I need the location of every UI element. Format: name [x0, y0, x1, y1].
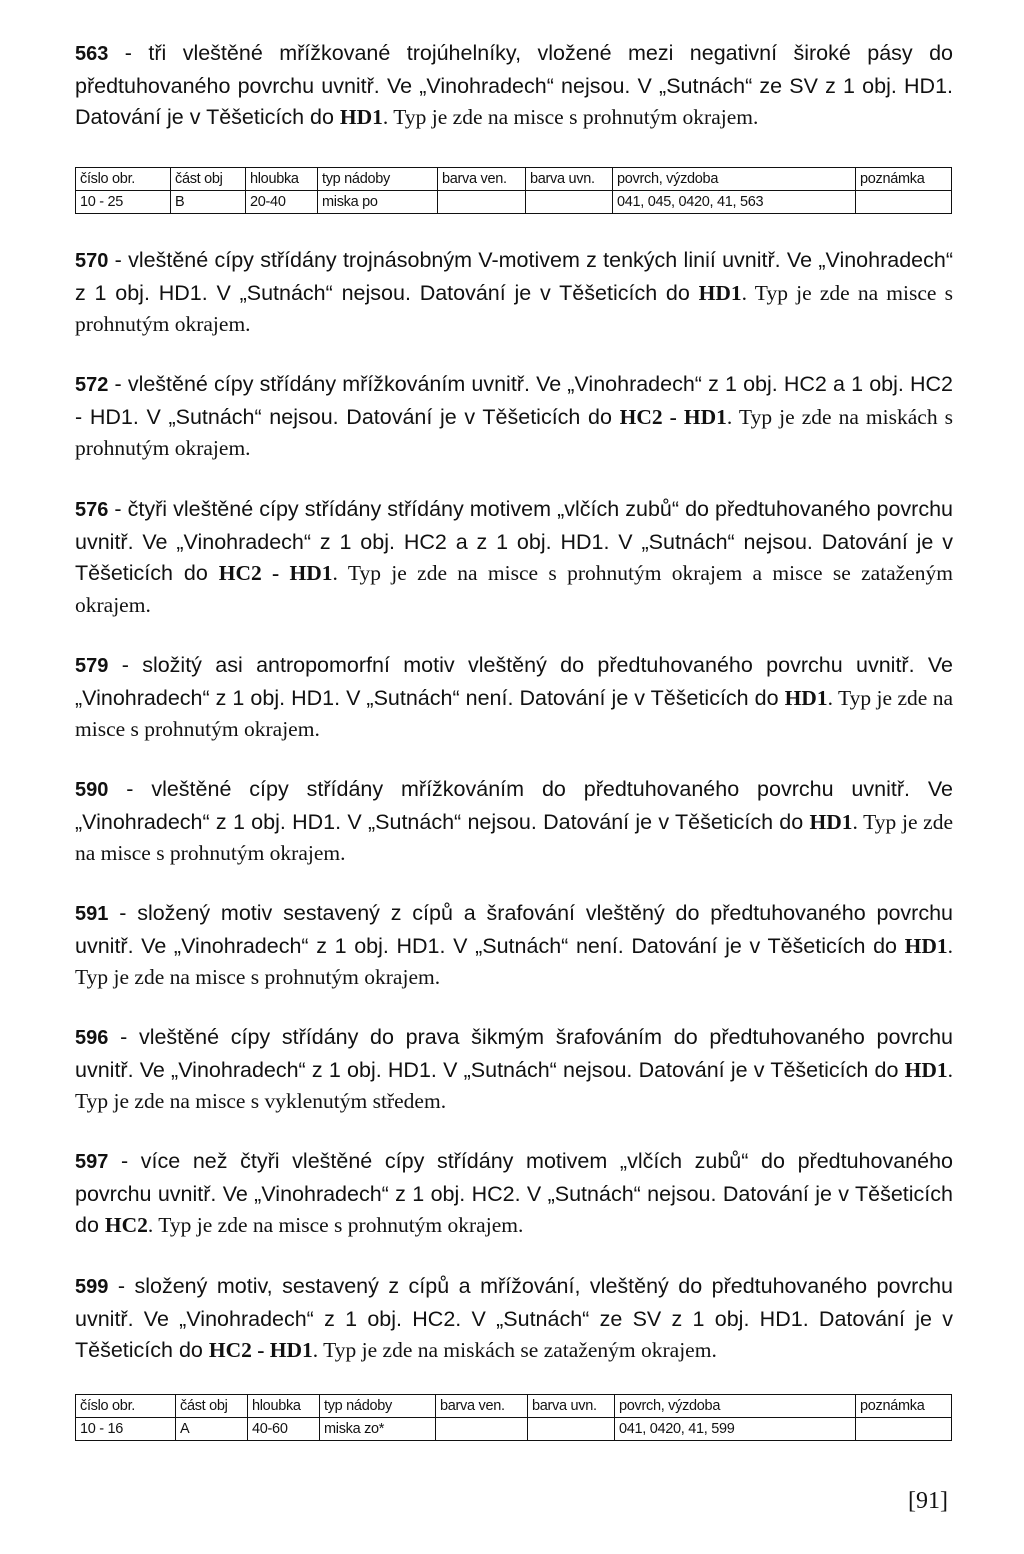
header-cell: povrch, výzdoba: [615, 1395, 856, 1418]
table-cell: [436, 1418, 528, 1441]
table-cell: [856, 191, 952, 214]
entry-number: 563: [75, 43, 109, 65]
header-cell: povrch, výzdoba: [613, 168, 856, 191]
header-cell: poznámka: [856, 168, 952, 191]
entry-570: 570 - vleštěné cípy střídány trojnásobným V-motivem z tenkých linií uvnitř. Ve „Vinohradech“ z 1 obj. HD1. V „Sutnách“ nejsou. Datování je v Těšeticích do HD1. Typ je zde na misce s prohnutým okrajem.: [75, 248, 954, 336]
entry-number: 579: [75, 655, 109, 677]
header-cell: část obj: [176, 1395, 248, 1418]
header-cell: číslo obr.: [76, 1395, 176, 1418]
entry-590: 590 - vleštěné cípy střídány mřížkováním do předtuhovaného povrchu uvnitř. Ve „Vinohradech“ z 1 obj. HD1. V „Sutnách“ nejsou. Datování je v Těšeticích do HD1. Typ je zde na misce s prohnutým okrajem.: [75, 777, 953, 865]
catalog-table-2: [75, 1394, 952, 1441]
table-cell: [526, 191, 613, 214]
entry-597: 597 - více než čtyři vleštěné cípy střídány motivem „vlčích zubů“ do předtuhovaného povrchu uvnitř. Ve „Vinohradech“ z 1 obj. HC2. V „Sutnách“ nejsou. Datování je v Těšeticích do HC2. Typ je zde na misce s prohnutým okrajem.: [75, 1149, 954, 1237]
entry-number: 572: [75, 374, 109, 396]
table-row: [76, 1418, 952, 1441]
entry-number: 599: [75, 1276, 109, 1298]
page-number: [91]: [908, 1488, 948, 1514]
table-cell: 041, 045, 0420, 41, 563: [613, 191, 856, 214]
entry-number: 597: [75, 1151, 109, 1173]
table-cell: [438, 191, 526, 214]
header-cell: barva uvn.: [528, 1395, 615, 1418]
entry-number: 576: [75, 499, 109, 521]
table-cell: 40-60: [248, 1418, 320, 1441]
table-cell: 10 - 16: [76, 1418, 176, 1441]
entry-number: 596: [75, 1027, 109, 1049]
table-cell: miska zo*: [320, 1418, 436, 1441]
entry-number: 591: [75, 903, 109, 925]
entry-number: 590: [75, 779, 109, 801]
header-cell: barva ven.: [436, 1395, 528, 1418]
header-cell: barva uvn.: [526, 168, 613, 191]
header-cell: poznámka: [856, 1395, 952, 1418]
table-cell: miska po: [318, 191, 438, 214]
entry-596: 596 - vleštěné cípy střídány do prava šikmým šrafováním do předtuhovaného povrchu uvnitř. Ve „Vinohradech“ z 1 obj. HD1. V „Sutnách“ nejsou. Datování je v Těšeticích do HD1. Typ je zde na misce s vyklenutým středem.: [75, 1025, 954, 1113]
table-cell: B: [171, 191, 246, 214]
header-cell: typ nádoby: [318, 168, 438, 191]
table-cell: 041, 0420, 41, 599: [615, 1418, 856, 1441]
entry-591: 591 - složený motiv sestavený z cípů a šrafování vleštěný do předtuhovaného povrchu uvnitř. Ve „Vinohradech“ z 1 obj. HD1. V „Sutnách“ není. Datování je v Těšeticích do HD1. Typ je zde na misce s prohnutým okrajem.: [75, 901, 953, 989]
table-cell: [856, 1418, 952, 1441]
header-cell: typ nádoby: [320, 1395, 436, 1418]
table-header-row: [76, 168, 952, 191]
table-row: [76, 191, 952, 214]
table-cell: 20-40: [246, 191, 318, 214]
entry-576: 576 - čtyři vleštěné cípy střídány střídány motivem „vlčích zubů“ do předtuhovaného povrchu uvnitř. Ve „Vinohradech“ z 1 obj. HC2 a z 1 obj. HD1. V „Sutnách“ nejsou. Datování je v Těšeticích do HC2 - HD1. Typ je zde na misce s prohnutým okrajem a misce se zataženým okrajem.: [75, 497, 953, 617]
catalog-table-1: [75, 167, 952, 214]
entry-579: 579 - složitý asi antropomorfní motiv vleštěný do předtuhovaného povrchu uvnitř. Ve „Vinohradech“ z 1 obj. HD1. V „Sutnách“ není. Datování je v Těšeticích do HD1. Typ je zde na misce s prohnutým okrajem.: [75, 653, 953, 741]
table-cell: 10 - 25: [76, 191, 171, 214]
header-cell: hloubka: [246, 168, 318, 191]
header-cell: hloubka: [248, 1395, 320, 1418]
header-cell: část obj: [171, 168, 246, 191]
entry-599: 599 - složený motiv, sestavený z cípů a mřížování, vleštěný do předtuhovaného povrchu uvnitř. Ve „Vinohradech“ z 1 obj. HC2. V „Sutnách“ ze SV z 1 obj. HD1. Datování je v Těšeticích do HC2 - HD1. Typ je zde na miskách se zataženým okrajem.: [75, 1274, 954, 1362]
table-header-row: [76, 1395, 952, 1418]
entry-572: 572 - vleštěné cípy střídány mřížkováním uvnitř. Ve „Vinohradech“ z 1 obj. HC2 a 1 obj. HC2 - HD1. V „Sutnách“ nejsou. Datování je v Těšeticích do HC2 - HD1. Typ je zde na miskách s prohnutým okrajem.: [75, 372, 954, 460]
entry-number: 570: [75, 250, 109, 272]
table-cell: A: [176, 1418, 248, 1441]
header-cell: barva ven.: [438, 168, 526, 191]
entry-563: 563 - tři vleštěné mřížkované trojúhelníky, vložené mezi negativní široké pásy do předtuhovaného povrchu uvnitř. Ve „Vinohradech“ nejsou. V „Sutnách“ ze SV z 1 obj. HD1. Datování je v Těšeticích do HD1. Typ je zde na misce s prohnutým okrajem.: [75, 41, 953, 129]
header-cell: číslo obr.: [76, 168, 171, 191]
table-cell: [528, 1418, 615, 1441]
